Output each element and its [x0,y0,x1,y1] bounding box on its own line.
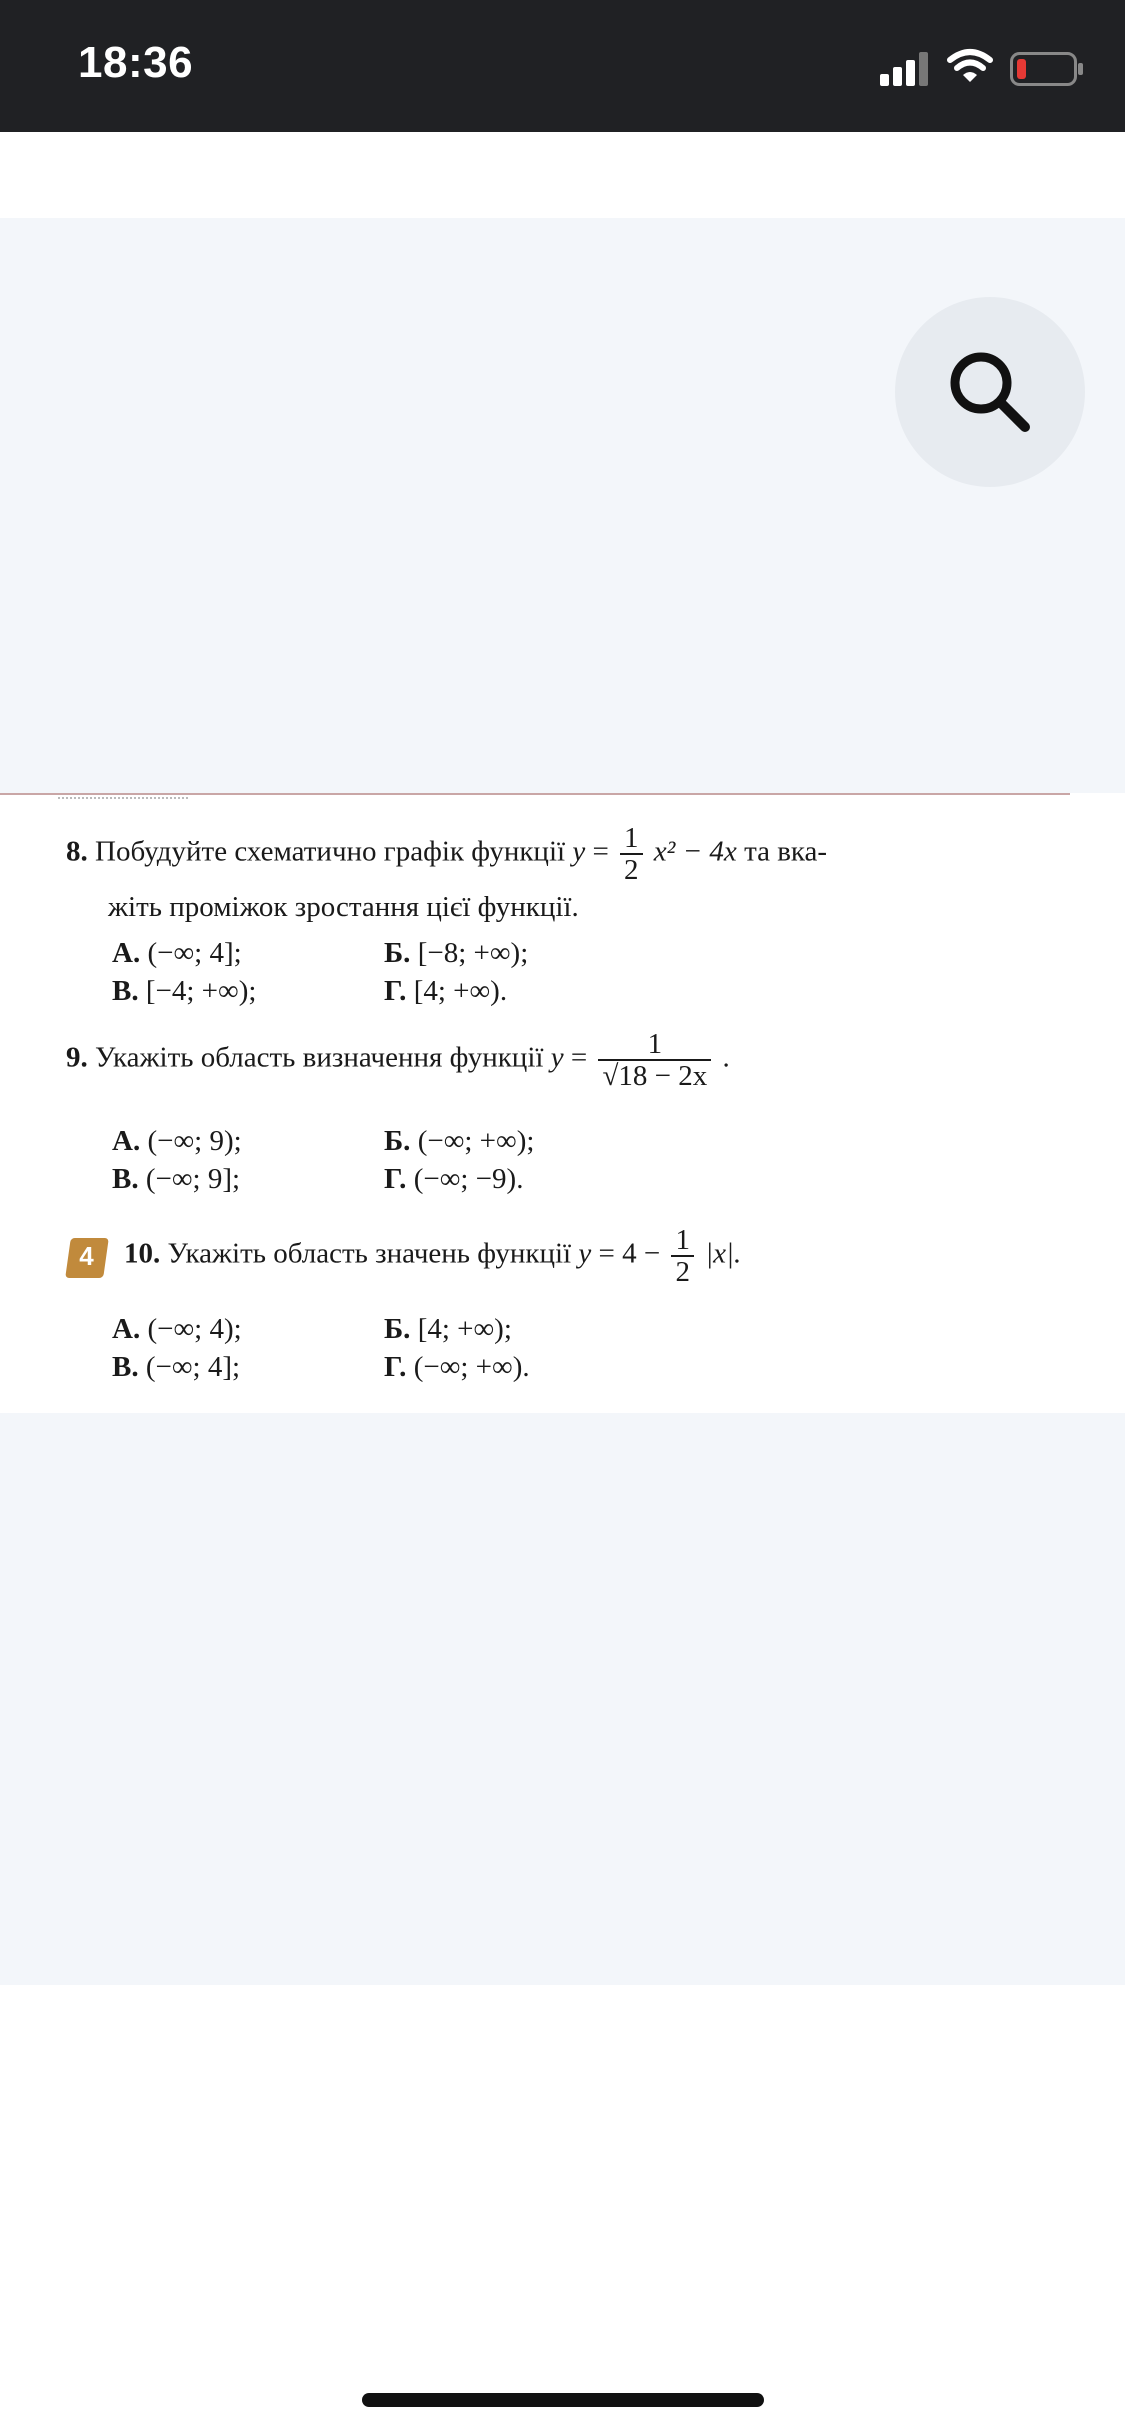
equals-sign: = [592,835,609,868]
option-label: В. [112,975,139,1007]
function-tail: x² − 4x [653,835,737,868]
option-label: Г. [384,1351,407,1383]
question-text: жіть проміжок зростання цієї функції. [108,891,579,923]
cellular-signal-icon [880,52,932,86]
option-label: В. [112,1351,139,1383]
option-v [112,973,256,1009]
option-label: Б. [384,1313,411,1345]
option-value: (−∞; 9]; [145,1163,241,1195]
fraction-denominator: 2 [620,853,643,885]
option-value: (−∞; 9); [147,1125,242,1157]
option-g [384,973,507,1009]
option-a [112,1123,242,1159]
question-text: Укажіть область визначення функції [95,1041,544,1074]
difficulty-badge [65,1238,109,1278]
question-8-line2 [108,887,579,927]
fraction [671,1225,694,1287]
fraction [598,1029,711,1091]
function-variable: y [572,835,586,868]
textbook-page [0,793,1125,1413]
option-value: (−∞; +∞). [413,1351,530,1383]
page-header-rule [0,793,1070,795]
option-a [112,935,242,971]
option-value: [−8; +∞); [417,937,529,969]
question-text: Укажіть область значень функції [167,1237,572,1270]
option-v [112,1161,240,1197]
option-b [384,935,528,971]
question-text-end: . [722,1041,730,1074]
home-indicator[interactable] [362,2393,764,2407]
battery-low-icon [1010,52,1084,86]
option-value: [4; +∞); [417,1313,512,1345]
option-value: (−∞; 4]; [147,937,242,969]
option-value: [4; +∞). [413,975,508,1007]
option-value: [−4; +∞); [145,975,257,1007]
option-b [384,1311,512,1347]
function-variable: y [578,1237,592,1270]
option-value: (−∞; +∞); [417,1125,535,1157]
option-label: Б. [384,1125,411,1157]
fraction-numerator: 1 [647,1028,663,1060]
image-viewer-bottom [0,1413,1125,1985]
question-text: Побудуйте схематично графік функції [95,835,566,868]
option-value: (−∞; 4]; [145,1351,241,1383]
fraction-denominator: 2 [671,1255,694,1287]
option-b [384,1123,534,1159]
fraction-numerator: 1 [624,822,639,854]
question-8-line1 [66,823,827,885]
function-variable: y [550,1041,564,1074]
status-time: 18:36 [78,38,194,87]
option-label: А. [112,1313,141,1345]
question-9-line1 [66,1029,730,1091]
search-button[interactable] [895,297,1085,487]
option-label: Г. [384,975,407,1007]
question-text-end: та вка- [744,835,828,868]
question-number: 10. [124,1237,161,1270]
fraction [620,823,643,885]
fraction-denominator: √18 − 2x [598,1059,711,1091]
option-g [384,1161,523,1197]
option-value: (−∞; −9). [413,1163,524,1195]
equals-sign: = 4 − [598,1237,661,1270]
function-tail: |x|. [705,1237,742,1270]
option-v [112,1349,240,1385]
equals-sign: = [570,1041,588,1074]
top-spacer [0,132,1125,218]
option-a [112,1311,242,1347]
search-icon [943,345,1037,439]
difficulty-level: 4 [79,1241,94,1271]
bottom-spacer [0,1985,1125,2436]
option-g [384,1349,530,1385]
fraction-numerator: 1 [675,1224,690,1256]
option-value: (−∞; 4); [147,1313,242,1345]
wifi-icon [946,48,994,84]
question-number: 8. [66,835,88,868]
option-label: В. [112,1163,139,1195]
status-bar [0,0,1125,132]
question-10-line1 [124,1225,741,1287]
option-label: Б. [384,937,411,969]
question-number: 9. [66,1041,88,1074]
option-label: А. [112,937,141,969]
option-label: Г. [384,1163,407,1195]
option-label: А. [112,1125,141,1157]
